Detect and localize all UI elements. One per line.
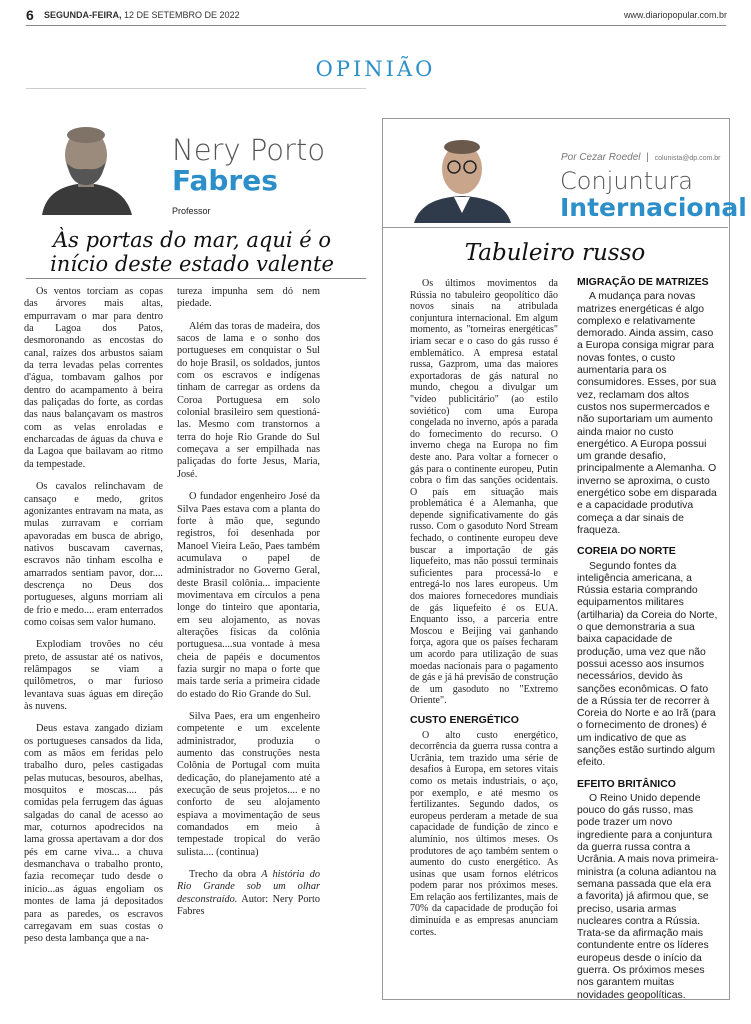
- footnote: [177, 869, 320, 918]
- paragraph: Os últimos movimentos da Rússia no tabuleiro geopolítico dão novos sinais na atribulada conjuntura internacional. Em algum momento, as "torneiras energéticas" iriam secar e o caso do gás russo é emblemático. A empresa estatal russa, Gazprom, uma das maiores exportadoras de gás natural no mundo, chegou a divulgar um "vídeo publicitário" (ao estilo soviético) com uma Europa congelada no inverno, após a parada do fornecimento do recurso. O inverno chega na Europa no fim deste ano. Para voltar a fornecer o gás para o continente europeu, Putin cobra o fim das sanções ocidentais. O país em situação mais problemática é a Alemanha, que depende significativamente do gás russo. Com o gasoduto Nord Stream fechado, o continente europeu deve buscar a importação de gás liquefeito, mas não possui terminais suficientes para processá-lo e entregá-lo nos lares europeus. Um dos maiores fornecedores mundiais de gás liquefeito é os EUA. Enquanto isso, a parceria entre Moscou e Beijing vai ganhando força, agora que os países fecharam um acordo para utilização de suas moedas nacionais para o pagamento de gás e já há previsão de construção de um gasoduto no "Extremo Oriente".: [410, 278, 558, 707]
- subheading: MIGRAÇÃO DE MATRIZES: [577, 276, 709, 288]
- footnote-prefix: Trecho da obra: [189, 869, 257, 881]
- page-day: SEGUNDA-FEIRA,: [44, 10, 122, 20]
- paragraph: Deus estava zangado diziam os portugueses cansados da lida, com as mãos em feridas pelo trabalho duro, peles castigadas pelas mutucas, besouros, abelhas, mosquitos e moscas.... pás comidas pela ferrugem das águas salgadas do canal de acesso ao mar, coturnos apodrecidos na lama grossa apertavam a dor dos pés em carne viva... a chuva desmanchava o trabalho pronto, fazia recomeçar tudo desde o início...as águas engoliam os montes de lama já depositados para as paredes, os escravos carregavam em suas costas o peso desta lambança que a na-: [24, 723, 163, 945]
- site-url[interactable]: www.diariopopular.com.br: [623, 10, 727, 20]
- author-photo-nery: [32, 115, 140, 215]
- right-header-rule: [382, 227, 728, 228]
- title-line-1: Às portas do mar, aqui é o: [52, 228, 332, 252]
- footnote-author: Autor: Nery Porto Fabres: [177, 893, 320, 918]
- left-article-col2: [177, 286, 320, 929]
- paragraph: Segundo fontes da inteligência americana, a Rússia estaria comprando equipamentos militares (artilharia) da Coreia do Norte, o que demonstraria a sua baixa capacidade de produção, uma vez que não possui acesso aos insumos necessários, devido às sanções econômicas. O fato de a Rússia ter de recorrer à Coreia do Norte e ao Irã (para o fornecimento de drones) é um indicativo de que as sanções estão surtindo algum efeito.: [577, 560, 718, 769]
- column-name-bold: Internacional: [560, 193, 747, 222]
- section-rule: [26, 88, 366, 89]
- paragraph: O alto custo energético, decorrência da guerra russa contra a Ucrânia, tem trazido uma série de desafios à Europa, em setores vitais como os metais industriais, o aço, por exemplo, e até mesmo os fertilizantes. Segundo dados, os europeus perderam a metade de sua capacidade de fundição de zinco e alumínio, nos últimos meses. Os produtores de aço também sentem o aumento do custo energético. As usinas que usam fornos elétricos podem parar nos próximos meses. Em relação aos fertilizantes, mais de 70% da capacidade de produção foi diminuída e as empresas anunciam cortes.: [410, 729, 558, 938]
- subheading: EFEITO BRITÂNICO: [577, 777, 676, 790]
- paragraph: Além das toras de madeira, dos sacos de lama e o sonho dos portugueses em conquistar o Sul do hoje Brasil, os soldados, juntos com os escravos e indígenas tinham de carregar as ordens da Coroa Portuguesa em solo colonial brasileiro sem questioná-las. Mesmo com transtornos a terra do hoje Rio Grande do Sul começava a ser empilhada nas paliçadas do forte Jesus, Maria, José.: [177, 320, 320, 480]
- footnote-work: A história do Rio Grande sob um olhar desconstraído.: [177, 869, 321, 905]
- paragraph: O fundador engenheiro José da Silva Paes estava com a planta do forte à mão que, segundo registros, foi desenhada por Manoel Vieira Leão, Paes também acumulava o papel de administrador no Governo Geral, deste Brasil colônia... impaciente movimentava em círculos a pena longe do tinteiro que apontaria, em seu alojamento, as novas alterações físicas da colônia portuguesa....sua vontade à mesa cheia de papéis e documentos fazia surgir no mapa o forte que mais tarde seria a primeira cidade do estado do Rio Grande do Sul.: [177, 491, 320, 700]
- paragraph: tureza impunha sem dó nem piedade.: [177, 286, 320, 310]
- left-title-rule: [26, 278, 366, 279]
- left-article-title: [20, 228, 364, 276]
- right-article-col2: [577, 276, 719, 1010]
- paragraph: Os ventos torciam as copas das árvores mais altas, empurravam o mar para dentro da Lagoa dos Patos, desmoronando as encostas do canal, raízes dos arbustos saiam da terra levadas pelas correntes d'água, tombavam galhos por dentro do acampamento à beira das paliçadas do forte, as cordas das naus balançavam os mastros com as velas enroladas e encharcadas de águas da chuva e da Lagoa que bailavam ao ritmo da tempestade.: [24, 286, 163, 470]
- right-article-col1: [410, 278, 558, 946]
- paragraph: O Reino Unido depende pouco do gás russo, mas pode trazer um novo ingrediente para a conjuntura da guerra russa contra a Ucrânia. A mais nova primeira-ministra (a coluna adiantou na semana passada que ela era a favorita) já afirmou que, se preciso, usaria armas nucleares contra a Rússia. Trata-se da afirmação mais contundente entre os líderes europeus desde o início da guerra. Os próximos meses nos garantem muitas novidades geopolíticas.: [577, 792, 719, 1001]
- paragraph: A mudança para novas matrizes energéticas é algo complexo e relativamente demorado. Ainda assim, caso a Europa consiga migrar para novas fontes, o custo aumentaria para os consumidores. Esses, por sua vez, reclamam dos altos custos nos supermercados e não suportariam um aumento ainda maior no custo energético. A Europa possui um grande desafio, principalmente a Alemanha. O inverno se aproxima, o custo energético sobe em disparada e a capacidade produtiva começa a dar sinais de fraqueza.: [577, 291, 717, 536]
- byline: Por Cezar Roedel | colunista@dp.com.br: [561, 152, 721, 163]
- page-date-text: 12 DE SETEMBRO DE 2022: [124, 10, 240, 20]
- subheading: CUSTO ENERGÉTICO: [410, 713, 519, 726]
- subheading: COREIA DO NORTE: [577, 545, 676, 558]
- page-date: [44, 10, 240, 20]
- paragraph: Os cavalos relinchavam de cansaço e medo, gritos agonizantes entravam na mata, as mulas zurravam e corriam apavoradas em busca de abrigo, nativos buscavam cavernas, escravos não tinham escolha e amarrados sentiam pavor, dor.... descrença no Deus dos portugueses, alguns morriam ali de frio e medo.... eram enterrados como coisas sem valor humano.: [24, 481, 163, 628]
- author-role: Professor: [172, 206, 211, 216]
- paragraph: Explodiam trovões no céu preto, de assustar até os nativos, relâmpagos se viam a quilômetros, o mar furioso levantava suas águas em direção às nuvens.: [24, 639, 163, 712]
- header-rule: [26, 25, 726, 26]
- author-last-name: Fabres: [172, 164, 278, 197]
- byline-email[interactable]: colunista@dp.com.br: [654, 155, 721, 162]
- page-number: 6: [26, 7, 34, 23]
- author-first-name: Nery Porto: [172, 133, 326, 167]
- title-line-2: início deste estado valente: [50, 252, 334, 276]
- left-article-col1: [24, 286, 163, 956]
- author-photo-cezar: [410, 133, 515, 223]
- right-article-title: Tabuleiro russo: [464, 240, 646, 266]
- section-title: OPINIÃO: [315, 57, 436, 81]
- column-name-light: Conjuntura: [560, 167, 693, 195]
- paragraph: Silva Paes, era um engenheiro competente e um excelente administrador, produzia o aumento das construções nesta Colônia de Portugal com muita dedicação, do planejamento até a execução de seus projetos.... e no conforto de seu alojamento espiava a movimentação de seus comandados em meio à tempestade tropical do verão sulista.... (continua): [177, 711, 320, 858]
- byline-author: Por Cezar Roedel: [561, 152, 641, 163]
